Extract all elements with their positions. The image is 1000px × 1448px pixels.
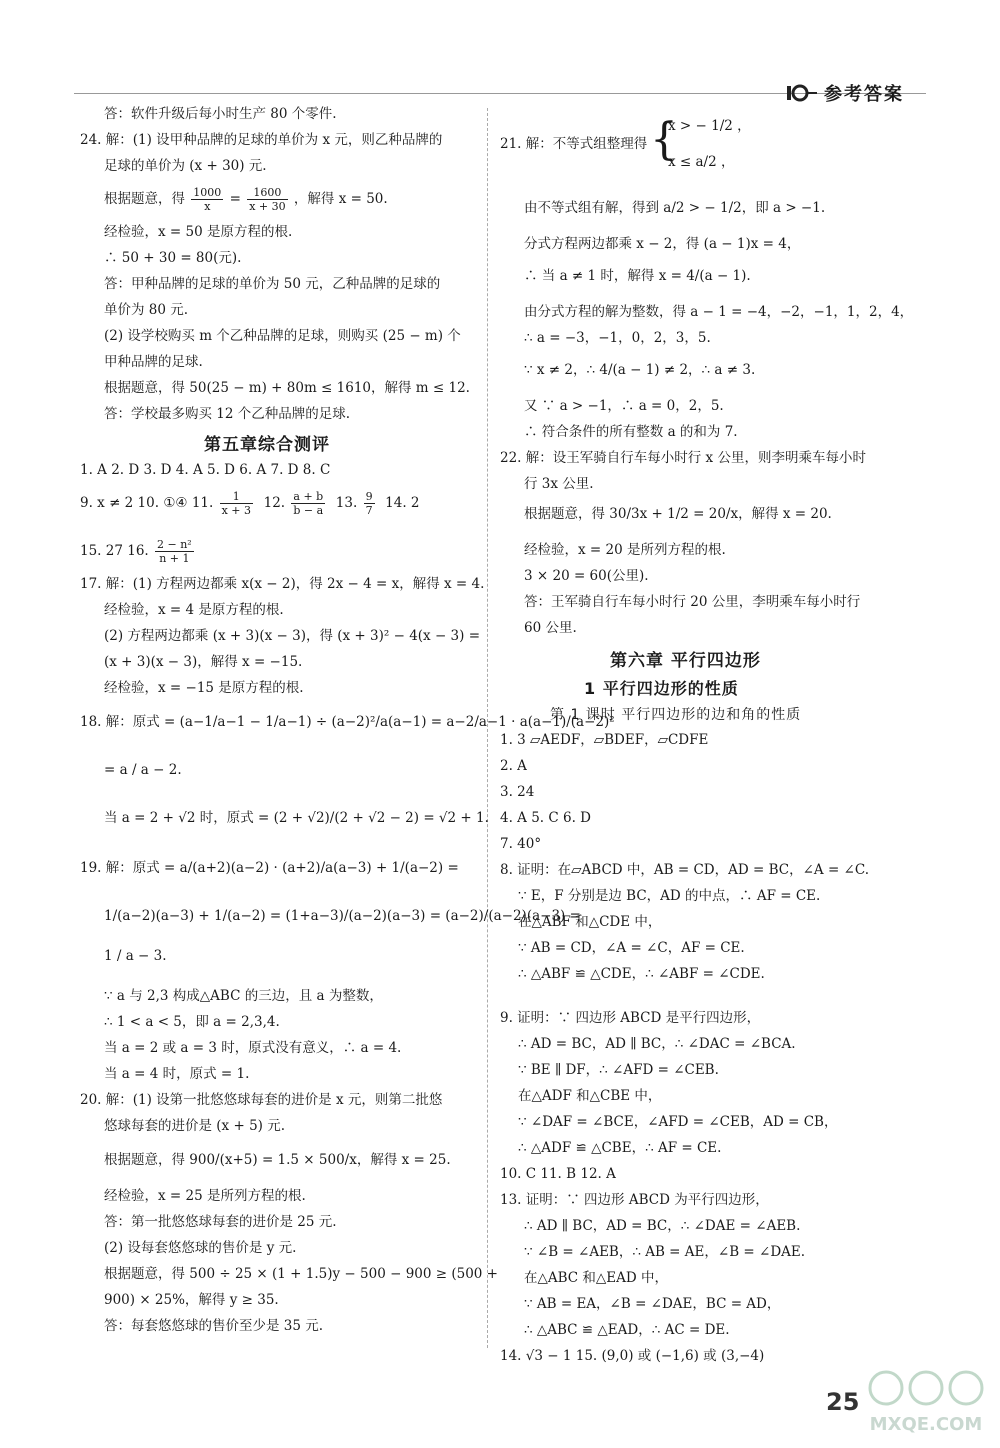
text-line: 又 ∵ a > −1，∴ a = 0，2，5. — [524, 398, 724, 414]
text-line: 3 × 20 = 60(公里). — [524, 568, 649, 584]
text-line: (2) 设学校购买 m 个乙种品牌的足球，则购买 (25 − m) 个 — [104, 328, 461, 344]
answer-line: 7. 40° — [500, 836, 542, 852]
answer-line: 1. A 2. D 3. D 4. A 5. D 6. A 7. D 8. C — [80, 462, 331, 478]
text-line: 答：软件升级后每小时生产 80 个零件. — [104, 106, 337, 122]
text-line: 答：第一批悠悠球每套的进价是 25 元. — [104, 1214, 337, 1230]
text-line: ∴ △ABC ≌ △EAD，∴ AC = DE. — [524, 1322, 730, 1338]
text-line: 分式方程两边都乘 x − 2，得 (a − 1)x = 4， — [524, 236, 801, 252]
text-line: 经检验，x = 50 是原方程的根. — [104, 224, 293, 240]
text-line: 悠球每套的进价是 (x + 5) 元. — [104, 1118, 286, 1134]
question-17: 17. 解：(1) 方程两边都乘 x(x − 2)，得 2x − 4 = x，解得 x = 4. — [80, 576, 485, 592]
answer-line: 14. √3 − 1 15. (9,0) 或 (−1,6) 或 (3,−4) — [500, 1348, 765, 1364]
answer-line: 2. A — [500, 758, 527, 774]
text-line: 经检验，x = 20 是所列方程的根. — [524, 542, 726, 558]
proof-13: 13. 证明：∵ 四边形 ABCD 为平行四边形， — [500, 1192, 769, 1208]
text-line: 根据题意，得 50(25 − m) + 80m ≤ 1610，解得 m ≤ 12. — [104, 380, 470, 396]
system-line: x > − 1/2 ， — [668, 118, 751, 134]
question-18: 18. 解：原式 = (a−1/a−1 − 1/a−1) ÷ (a−2)²/a(a−1) = a−2/a−1 · a(a−1)/(a−2)² — [80, 714, 615, 730]
question-20: 20. 解：(1) 设第一批悠悠球每套的进价是 x 元，则第二批悠 — [80, 1092, 443, 1108]
text-line: (2) 方程两边都乘 (x + 3)(x − 3)，得 (x + 3)² − 4(x − 3) = — [104, 628, 481, 644]
text-line: 根据题意，得 900/(x+5) = 1.5 × 500/x，解得 x = 25. — [104, 1152, 451, 1168]
text-line: 答：甲种品牌的足球的单价为 50 元，乙种品牌的足球的 — [104, 276, 441, 292]
book-logo-icon — [786, 83, 818, 103]
text-line: 经检验，x = −15 是原方程的根. — [104, 680, 304, 696]
text-line: ∵ ∠DAF = ∠BCE，∠AFD = ∠CEB，AD = CB， — [518, 1114, 838, 1130]
lesson-title: 第 1 课时 平行四边形的边和角的性质 — [550, 707, 802, 723]
question-24: 24. 解：(1) 设甲种品牌的足球的单价为 x 元，则乙种品牌的 — [80, 132, 443, 148]
page-header — [786, 80, 904, 106]
section-title: 1 平行四边形的性质 — [584, 679, 739, 698]
text-line: 足球的单价为 (x + 30) 元. — [104, 158, 267, 174]
text-line: 根据题意，得 500 ÷ 25 × (1 + 1.5)y − 500 − 900 ≥ (500 + — [104, 1266, 498, 1282]
watermark-text: MXQE.COM — [869, 1414, 983, 1435]
text-line: ∴ 当 a ≠ 1 时，解得 x = 4/(a − 1). — [524, 268, 751, 284]
text-line: 当 a = 2 + √2 时，原式 = (2 + √2)/(2 + √2 − 2) = √2 + 1. — [104, 810, 489, 826]
text-line: ∴ 1 < a < 5，即 a = 2,3,4. — [104, 1014, 280, 1030]
text-line: 经检验，x = 4 是原方程的根. — [104, 602, 284, 618]
fraction: $\frac{1600}{x + 30}$ — [249, 186, 286, 213]
question-21: 21. 解：不等式组整理得 — [500, 136, 648, 152]
text-line: ∵ a 与 2,3 构成△ABC 的三边，且 a 为整数， — [104, 988, 383, 1004]
text-line: ∴ a = −3，−1，0，2，3，5. — [524, 330, 711, 346]
text-line: ∴ AD = BC，AD ∥ BC，∴ ∠DAC = ∠BCA. — [518, 1036, 796, 1052]
text-line: 甲种品牌的足球. — [104, 354, 203, 370]
text-line: ∵ BE ∥ DF，∴ ∠AFD = ∠CEB. — [518, 1062, 719, 1078]
text-line: ∵ x ≠ 2，∴ 4/(a − 1) ≠ 2，∴ a ≠ 3. — [524, 362, 756, 378]
answer-line: 3. 24 — [500, 784, 535, 800]
answer-line: 4. A 5. C 6. D — [500, 810, 591, 826]
text-line: = a / a − 2. — [104, 762, 182, 778]
text-line: ∴ △ABF ≌ △CDE，∴ ∠ABF = ∠CDE. — [518, 966, 765, 982]
text-line: (2) 设每套悠悠球的售价是 y 元. — [104, 1240, 297, 1256]
text-line: ∵ E，F 分别是边 BC，AD 的中点，∴ AF = CE. — [518, 888, 821, 904]
text-line: ∵ ∠B = ∠AEB，∴ AB = AE，∠B = ∠DAE. — [524, 1244, 806, 1260]
question-22: 22. 解：设王军骑自行车每小时行 x 公里，则李明乘车每小时 — [500, 450, 866, 466]
proof-8: 8. 证明：在▱ABCD 中，AB = CD，AD = BC，∠A = ∠C. — [500, 862, 870, 878]
text-line: 由不等式组有解，得到 a/2 > − 1/2，即 a > −1. — [524, 200, 826, 216]
answer-line: 1. 3 ▱AEDF，▱BDEF，▱CDFE — [500, 732, 709, 748]
section-title: 第五章综合测评 — [204, 435, 330, 455]
text-line: 当 a = 4 时，原式 = 1. — [104, 1066, 250, 1082]
text-line: 在△ABC 和△EAD 中， — [524, 1270, 669, 1286]
text-line: 1 / a − 3. — [104, 948, 167, 964]
text-line: ∵ AB = CD，∠A = ∠C，AF = CE. — [518, 940, 745, 956]
page-number: 25 — [826, 1388, 860, 1416]
text-line: ∵ AB = EA，∠B = ∠DAE，BC = AD， — [524, 1296, 781, 1312]
brace: { — [650, 114, 678, 165]
text-line: ∴ 符合条件的所有整数 a 的和为 7. — [524, 424, 738, 440]
text-line: 在△ABF 和△CDE 中， — [518, 914, 662, 930]
text-line: 行 3x 公里. — [524, 476, 594, 492]
proof-9: 9. 证明：∵ 四边形 ABCD 是平行四边形， — [500, 1010, 761, 1026]
text-line: ∴ △ADF ≌ △CBE，∴ AF = CE. — [518, 1140, 722, 1156]
text-line: 900) × 25%，解得 y ≥ 35. — [104, 1292, 279, 1308]
text-line: (x + 3)(x − 3)，解得 x = −15. — [104, 654, 303, 670]
text-line: 答：学校最多购买 12 个乙种品牌的足球. — [104, 406, 351, 422]
text-line: 答：每套悠悠球的售价至少是 35 元. — [104, 1318, 324, 1334]
question-19: 19. 解：原式 = a/(a+2)(a−2) · (a+2)/a(a−3) + 1/(a−2) = — [80, 860, 459, 876]
text-line: 1/(a−2)(a−3) + 1/(a−2) = (1+a−3)/(a−2)(a−3) = (a−2)/(a−2)(a−3) = — [104, 908, 581, 924]
text-line: 单价为 80 元. — [104, 302, 189, 318]
text-line: 经检验，x = 25 是所列方程的根. — [104, 1188, 306, 1204]
answer-line: 10. C 11. B 12. A — [500, 1166, 616, 1182]
chapter-title: 第六章 平行四边形 — [610, 651, 761, 671]
header-title: 参考答案 — [824, 84, 904, 105]
text-line: ∴ AD ∥ BC，AD = BC，∴ ∠DAE = ∠AEB. — [524, 1218, 801, 1234]
text-line: 在△ADF 和△CBE 中， — [518, 1088, 662, 1104]
text-line: 60 公里. — [524, 620, 577, 636]
text-line: 由分式方程的解为整数，得 a − 1 = −4，−2，−1，1，2，4， — [524, 304, 914, 320]
text-line: 根据题意，得 30/3x + 1/2 = 20/x，解得 x = 20. — [524, 506, 832, 522]
fraction: $\frac{1000}{x}$ — [193, 186, 222, 213]
system-line: x ≤ a/2 ， — [668, 154, 735, 170]
text-line: 当 a = 2 或 a = 3 时，原式没有意义，∴ a = 4. — [104, 1040, 402, 1056]
equation-line: 根据题意，得 $\frac{1000}{x}$ = $\frac{1600}{x + 30}$ ，解得 x = 50. — [104, 186, 388, 213]
answer-line: 15. 27 16. $\frac{\text{2 − n²}}{n + 1}$ — [80, 538, 192, 565]
watermark-logo — [862, 1366, 990, 1436]
answer-line: 9. x ≠ 2 10. ①④ 11. $\frac{1}{x + 3}$ 12. $\frac{a + b}{b - a}$ 13. $\frac{9}{7}$ 14. 2 — [80, 490, 420, 517]
text-line: 答：王军骑自行车每小时行 20 公里，李明乘车每小时行 — [524, 594, 861, 610]
text-line: ∴ 50 + 30 = 80(元). — [104, 250, 242, 266]
